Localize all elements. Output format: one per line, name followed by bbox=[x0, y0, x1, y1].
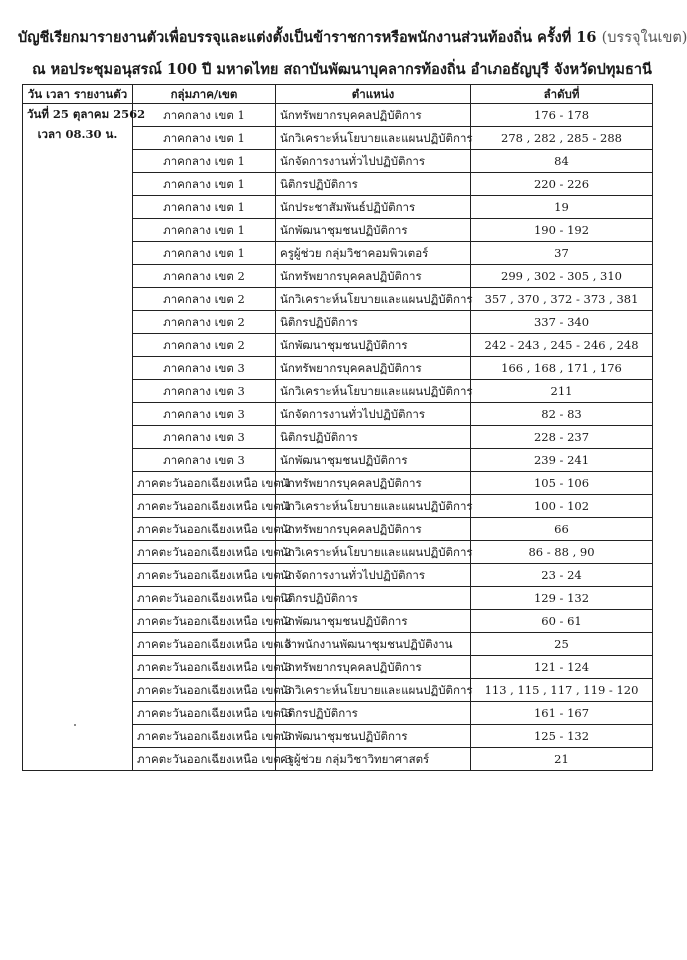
sequence-cell: 161 - 167 bbox=[471, 702, 653, 725]
position-cell: นักทรัพยากรบุคคลปฏิบัติการ bbox=[276, 265, 471, 288]
sequence-cell: 23 - 24 bbox=[471, 564, 653, 587]
position-cell: นักพัฒนาชุมชนปฏิบัติการ bbox=[276, 725, 471, 748]
sequence-cell: 357 , 370 , 372 - 373 , 381 bbox=[471, 288, 653, 311]
position-cell: นิติกรปฏิบัติการ bbox=[276, 587, 471, 610]
report-time: เวลา 08.30 น. bbox=[37, 127, 118, 141]
region-cell: ภาคกลาง เขต 1 bbox=[133, 150, 276, 173]
region-cell: ภาคตะวันออกเฉียงเหนือ เขต 3 bbox=[133, 633, 276, 656]
sequence-cell: 211 bbox=[471, 380, 653, 403]
sequence-cell: 242 - 243 , 245 - 246 , 248 bbox=[471, 334, 653, 357]
region-cell: ภาคกลาง เขต 2 bbox=[133, 265, 276, 288]
position-cell: นักทรัพยากรบุคคลปฏิบัติการ bbox=[276, 104, 471, 127]
sequence-cell: 100 - 102 bbox=[471, 495, 653, 518]
position-cell: นักพัฒนาชุมชนปฏิบัติการ bbox=[276, 610, 471, 633]
report-schedule-table bbox=[22, 84, 653, 771]
region-cell: ภาคกลาง เขต 1 bbox=[133, 196, 276, 219]
position-cell: ครูผู้ช่วย กลุ่มวิชาคอมพิวเตอร์ bbox=[276, 242, 471, 265]
column-header-region: กลุ่มภาค/เขต bbox=[133, 85, 276, 104]
title-text: บัญชีเรียกมารายงานตัวเพื่อบรรจุและแต่งตั้งเป็นข้าราชการหรือพนักงานส่วนท้องถิ่น ครั้งที่ 16 bbox=[18, 29, 597, 46]
sequence-cell: 129 - 132 bbox=[471, 587, 653, 610]
venue-line: ณ หอประชุมอนุสรณ์ 100 ปี มหาดไทย สถาบันพัฒนาบุคลากรท้องถิ่น อำเภอธัญบุรี จังหวัดปทุมธานี bbox=[32, 61, 652, 78]
region-cell: ภาคกลาง เขต 2 bbox=[133, 334, 276, 357]
position-cell: นักจัดการงานทั่วไปปฏิบัติการ bbox=[276, 150, 471, 173]
region-cell: ภาคกลาง เขต 1 bbox=[133, 173, 276, 196]
position-cell: นักวิเคราะห์นโยบายและแผนปฏิบัติการ bbox=[276, 495, 471, 518]
region-cell: ภาคตะวันออกเฉียงเหนือ เขต 1 bbox=[133, 495, 276, 518]
table-header-row bbox=[23, 85, 653, 104]
region-cell: ภาคตะวันออกเฉียงเหนือ เขต 2 bbox=[133, 518, 276, 541]
position-cell: นักวิเคราะห์นโยบายและแผนปฏิบัติการ bbox=[276, 679, 471, 702]
sequence-cell: 121 - 124 bbox=[471, 656, 653, 679]
sequence-cell: 19 bbox=[471, 196, 653, 219]
sequence-cell: 25 bbox=[471, 633, 653, 656]
sequence-cell: 84 bbox=[471, 150, 653, 173]
sequence-cell: 125 - 132 bbox=[471, 725, 653, 748]
position-cell: นักทรัพยากรบุคคลปฏิบัติการ bbox=[276, 357, 471, 380]
region-cell: ภาคตะวันออกเฉียงเหนือ เขต 2 bbox=[133, 587, 276, 610]
region-cell: ภาคกลาง เขต 2 bbox=[133, 311, 276, 334]
sequence-cell: 220 - 226 bbox=[471, 173, 653, 196]
scan-speck bbox=[74, 724, 76, 726]
region-cell: ภาคกลาง เขต 3 bbox=[133, 357, 276, 380]
region-cell: ภาคตะวันออกเฉียงเหนือ เขต 1 bbox=[133, 472, 276, 495]
title-suffix: (บรรจุในเขต) bbox=[601, 30, 687, 46]
position-cell: นักทรัพยากรบุคคลปฏิบัติการ bbox=[276, 518, 471, 541]
region-cell: ภาคกลาง เขต 1 bbox=[133, 104, 276, 127]
sequence-cell: 82 - 83 bbox=[471, 403, 653, 426]
region-cell: ภาคกลาง เขต 1 bbox=[133, 242, 276, 265]
sequence-cell: 190 - 192 bbox=[471, 219, 653, 242]
position-cell: นักวิเคราะห์นโยบายและแผนปฏิบัติการ bbox=[276, 541, 471, 564]
sequence-cell: 278 , 282 , 285 - 288 bbox=[471, 127, 653, 150]
region-cell: ภาคตะวันออกเฉียงเหนือ เขต 3 bbox=[133, 702, 276, 725]
position-cell: นักประชาสัมพันธ์ปฏิบัติการ bbox=[276, 196, 471, 219]
region-cell: ภาคตะวันออกเฉียงเหนือ เขต 3 bbox=[133, 656, 276, 679]
region-cell: ภาคตะวันออกเฉียงเหนือ เขต 2 bbox=[133, 564, 276, 587]
column-header-sequence: ลำดับที่ bbox=[471, 85, 653, 104]
position-cell: นิติกรปฏิบัติการ bbox=[276, 173, 471, 196]
region-cell: ภาคกลาง เขต 1 bbox=[133, 219, 276, 242]
position-cell: นักทรัพยากรบุคคลปฏิบัติการ bbox=[276, 472, 471, 495]
position-cell: เจ้าพนักงานพัฒนาชุมชนปฏิบัติงาน bbox=[276, 633, 471, 656]
position-cell: นักพัฒนาชุมชนปฏิบัติการ bbox=[276, 334, 471, 357]
column-header-position: ตำแหน่ง bbox=[276, 85, 471, 104]
region-cell: ภาคกลาง เขต 3 bbox=[133, 426, 276, 449]
region-cell: ภาคกลาง เขต 2 bbox=[133, 288, 276, 311]
sequence-cell: 166 , 168 , 171 , 176 bbox=[471, 357, 653, 380]
region-cell: ภาคกลาง เขต 3 bbox=[133, 403, 276, 426]
region-cell: ภาคตะวันออกเฉียงเหนือ เขต 3 bbox=[133, 748, 276, 771]
table-row bbox=[23, 104, 653, 127]
sequence-cell: 86 - 88 , 90 bbox=[471, 541, 653, 564]
position-cell: นิติกรปฏิบัติการ bbox=[276, 311, 471, 334]
region-cell: ภาคกลาง เขต 1 bbox=[133, 127, 276, 150]
report-date: วันที่ 25 ตุลาคม 2562 bbox=[27, 107, 146, 121]
report-datetime-cell bbox=[23, 104, 146, 771]
position-cell: นักวิเคราะห์นโยบายและแผนปฏิบัติการ bbox=[276, 380, 471, 403]
region-cell: ภาคตะวันออกเฉียงเหนือ เขต 3 bbox=[133, 725, 276, 748]
position-cell: นักพัฒนาชุมชนปฏิบัติการ bbox=[276, 449, 471, 472]
position-cell: ครูผู้ช่วย กลุ่มวิชาวิทยาศาสตร์ bbox=[276, 748, 471, 771]
sequence-cell: 60 - 61 bbox=[471, 610, 653, 633]
position-cell: นักวิเคราะห์นโยบายและแผนปฏิบัติการ bbox=[276, 127, 471, 150]
region-cell: ภาคตะวันออกเฉียงเหนือ เขต 3 bbox=[133, 679, 276, 702]
position-cell: นักวิเคราะห์นโยบายและแผนปฏิบัติการ bbox=[276, 288, 471, 311]
position-cell: นักพัฒนาชุมชนปฏิบัติการ bbox=[276, 219, 471, 242]
table-body bbox=[23, 104, 653, 771]
position-cell: นักจัดการงานทั่วไปปฏิบัติการ bbox=[276, 564, 471, 587]
region-cell: ภาคตะวันออกเฉียงเหนือ เขต 2 bbox=[133, 610, 276, 633]
sequence-cell: 239 - 241 bbox=[471, 449, 653, 472]
sequence-cell: 176 - 178 bbox=[471, 104, 653, 127]
column-header-datetime: วัน เวลา รายงานตัว bbox=[23, 85, 133, 104]
sequence-cell: 337 - 340 bbox=[471, 311, 653, 334]
position-cell: นักจัดการงานทั่วไปปฏิบัติการ bbox=[276, 403, 471, 426]
sequence-cell: 113 , 115 , 117 , 119 - 120 bbox=[471, 679, 653, 702]
region-cell: ภาคตะวันออกเฉียงเหนือ เขต 2 bbox=[133, 541, 276, 564]
sequence-cell: 37 bbox=[471, 242, 653, 265]
sequence-cell: 228 - 237 bbox=[471, 426, 653, 449]
region-cell: ภาคกลาง เขต 3 bbox=[133, 449, 276, 472]
sequence-cell: 299 , 302 - 305 , 310 bbox=[471, 265, 653, 288]
position-cell: นิติกรปฏิบัติการ bbox=[276, 702, 471, 725]
sequence-cell: 66 bbox=[471, 518, 653, 541]
region-cell: ภาคกลาง เขต 3 bbox=[133, 380, 276, 403]
sequence-cell: 21 bbox=[471, 748, 653, 771]
sequence-cell: 105 - 106 bbox=[471, 472, 653, 495]
position-cell: นิติกรปฏิบัติการ bbox=[276, 426, 471, 449]
document-title bbox=[18, 26, 687, 49]
position-cell: นักทรัพยากรบุคคลปฏิบัติการ bbox=[276, 656, 471, 679]
